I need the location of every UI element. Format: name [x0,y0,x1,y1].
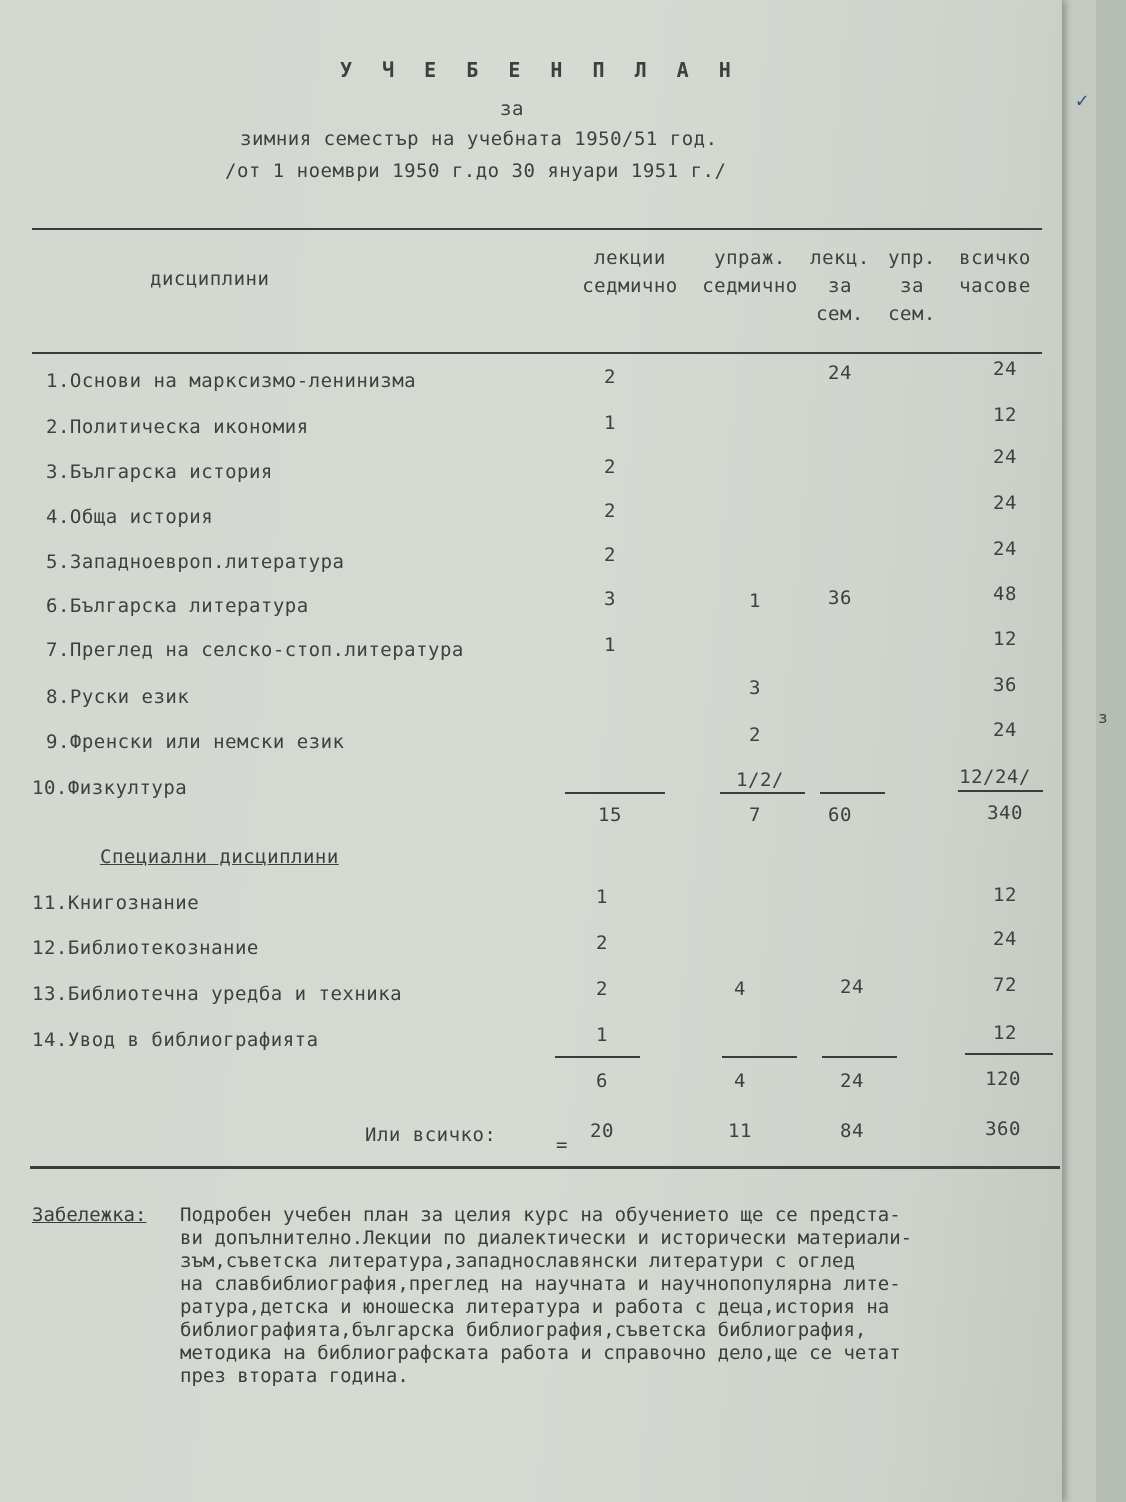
subtotal-rule [820,792,885,794]
subtotal-rule [722,1056,797,1058]
discipline-name: 8.Руски език [46,686,190,708]
subtotal-lectures-semester: 60 [828,804,852,826]
total-hours-value: 24 [993,538,1017,560]
exercises-weekly-value: 1 [749,590,761,612]
subtotal-lectures: 15 [598,804,622,826]
ink-mark: з [1098,708,1108,727]
page-title: У Ч Е Б Е Н П Л А Н [340,58,740,82]
grand-total-hours: 360 [985,1118,1021,1140]
discipline-name: 2.Политическа икономия [46,416,309,438]
special-disciplines-heading: Специални дисциплини [100,846,339,868]
total-hours-value: 72 [993,974,1017,996]
lectures-semester-value: 24 [840,976,864,998]
discipline-name: 5.Западноевроп.литература [46,551,345,573]
discipline-name: 7.Преглед на селско-стоп.литература [46,639,464,661]
discipline-name: 11.Книгознание [32,892,200,914]
total-hours-value: 12 [993,404,1017,426]
total-hours-value: 24 [993,358,1017,380]
lectures-semester-value: 36 [828,587,852,609]
total-hours-value: 24 [993,492,1017,514]
header-bottom-rule [32,352,1042,354]
footer-rule [30,1166,1060,1169]
exercises-weekly-value: 3 [749,677,761,699]
grand-total-exercises: 11 [728,1120,752,1142]
lectures-weekly-value: 2 [604,456,616,478]
grand-total-lectures: 20 [590,1120,614,1142]
total-hours-value: 24 [993,446,1017,468]
total-hours-value: 24 [993,719,1017,741]
lectures-semester-value: 24 [828,362,852,384]
discipline-name: 3.Българска история [46,461,273,483]
lectures-weekly-value: 1 [604,412,616,434]
subtotal-exercises: 4 [734,1070,746,1092]
total-hours-value: 36 [993,674,1017,696]
total-hours-value: 12 [993,628,1017,650]
subtitle-za: за [500,98,524,120]
lectures-weekly-value: 2 [604,544,616,566]
discipline-name: 13.Библиотечна уредба и техника [32,983,403,1005]
header-exercises-weekly: упраж. седмично [702,247,798,297]
subtotal-rule [822,1056,897,1058]
discipline-name: 10.Физкултура [32,777,188,799]
total-hours-value: 12/24/ [959,766,1031,788]
lectures-weekly-value: 2 [596,978,608,1000]
discipline-name: 1.Основи на марксизмо-ленинизма [46,370,417,392]
grand-total-lectures-semester: 84 [840,1120,864,1142]
header-disciplines: дисциплини [150,268,270,290]
discipline-name: 4.Обща история [46,506,214,528]
note-label: Забележка: [32,1204,147,1226]
subtotal-exercises: 7 [749,804,761,826]
discipline-name: 9.Френски или немски език [46,731,345,753]
lectures-weekly-value: 1 [596,1024,608,1046]
header-lectures-weekly: лекции седмично [582,247,678,297]
ink-mark: ✓ [1076,88,1089,112]
grand-total-equals: = [556,1134,568,1156]
total-hours-value: 12 [993,884,1017,906]
header-total-hours: всичко часове [959,247,1031,297]
lectures-weekly-value: 2 [604,366,616,388]
note-text: Подробен учебен план за целия курс на обучението ще се предста- ви допълнително.Лекции по диалектически и исторически материали- зъм,съветска литература,западнославянски литератури с оглед на славбиблиография,преглед на научната и научнопопулярна лите- ратура,детска и юношеска литература и работа с деца,история на библиографията,българска библиография,съветска библиография, методика на библиографската работа и справочно дело,ще се четат през втората година. [180,1204,913,1387]
lectures-weekly-value: 2 [596,932,608,954]
exercises-weekly-value: 2 [749,724,761,746]
header-lectures-semester: лекц. за сем. [810,247,870,325]
subtotal-lectures-semester: 24 [840,1070,864,1092]
lectures-weekly-value: 1 [596,886,608,908]
subtotal-lectures: 6 [596,1070,608,1092]
lectures-weekly-value: 2 [604,500,616,522]
grand-total-label: Или всичко: [365,1124,497,1146]
subtotal-rule [555,1056,640,1058]
total-hours-value: 24 [993,928,1017,950]
exercises-weekly-value: 1/2/ [736,769,784,791]
header-exercises-semester: упр. за сем. [888,247,936,325]
subtotal-rule [958,790,1043,792]
discipline-name: 14.Увод в библиографията [32,1029,319,1051]
discipline-name: 12.Библиотекознание [32,937,259,959]
subtitle-semester: зимния семестър на учебната 1950/51 год. [240,128,718,150]
total-hours-value: 48 [993,583,1017,605]
subtotal-rule [565,792,665,794]
subtitle-dates: /от 1 ноември 1950 г.до 30 януари 1951 г./ [225,160,727,182]
exercises-weekly-value: 4 [734,978,746,1000]
subtotal-total: 120 [985,1068,1021,1090]
header-top-rule [32,228,1042,230]
discipline-name: 6.Българска литература [46,595,309,617]
total-hours-value: 12 [993,1022,1017,1044]
subtotal-total: 340 [987,802,1023,824]
subtotal-rule [720,792,805,794]
lectures-weekly-value: 3 [604,588,616,610]
subtotal-rule [965,1053,1053,1055]
lectures-weekly-value: 1 [604,634,616,656]
